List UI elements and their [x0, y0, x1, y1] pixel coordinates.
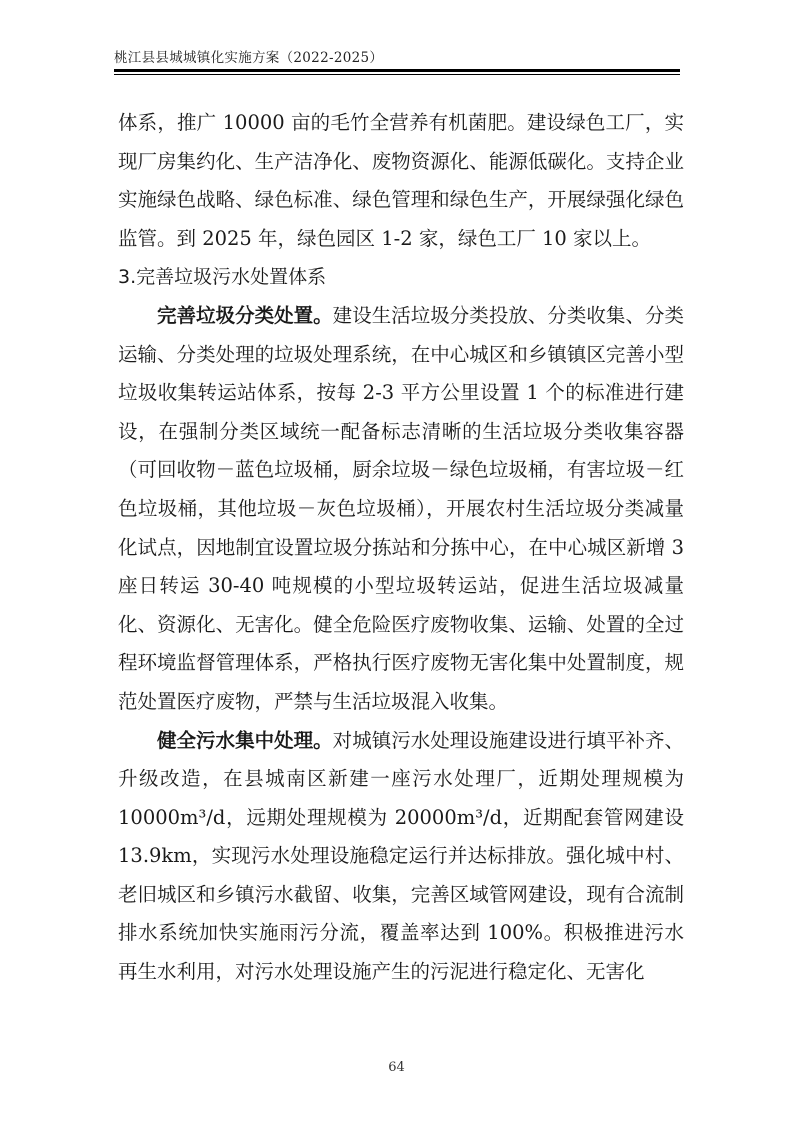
paragraph-lead-garbage: 完善垃圾分类处置。 [157, 303, 333, 327]
paragraph-continuation: 体系，推广 10000 亩的毛竹全营养有机菌肥。建设绿色工厂，实现厂房集约化、生产洁净化、废物资源化、能源低碳化。支持企业实施绿色战略、绿色标准、绿色管理和绿色生产，开展绿强化绿色监管。到 2025 年，绿色园区 1-2 家，绿色工厂 10 家以上。 [118, 111, 684, 250]
paragraph-text-garbage: 建设生活垃圾分类投放、分类收集、分类运输、分类处理的垃圾处理系统，在中心城区和乡镇镇区完善小型垃圾收集转运站体系，按每 2-3 平方公里设置 1 个的标准进行建设，在强制分类区域统一配备标志清晰的生活垃圾分类收集容器（可回收物－蓝色垃圾桶，厨余垃圾－绿色垃圾桶，有害垃圾－红色垃圾桶，其他垃圾－灰色垃圾桶），开展农村生活垃圾分类减量化试点，因地制宜设置垃圾分拣站和分拣中心，在中心城区新增 3 座日转运 30-40 吨规模的小型垃圾转运站，促进生活垃圾减量化、资源化、无害化。健全危险医疗废物收集、运输、处置的全过程环境监督管理体系，严格执行医疗废物无害化集中处置制度，规范处置医疗废物，严禁与生活垃圾混入收集。 [118, 303, 684, 713]
header-rule-thin [114, 74, 680, 75]
header-rule-thick [114, 69, 680, 72]
paragraph-text-sewage: 对城镇污水处理设施建设进行填平补齐、升级改造，在县城南区新建一座污水处理厂，近期处理规模为 10000m³/d，远期处理规模为 20000m³/d，近期配套管网建设 13.9km，实现污水处理设施稳定运行并达标排放。强化城中村、老旧城区和乡镇污水截留、收集，完善区域管网建设，现有合流制排水系统加快实施雨污分流，覆盖率达到 100%。积极推进污水再生水利用，对污水处理设施产生的污泥进行稳定化、无害化 [118, 728, 684, 984]
paragraph-lead-sewage: 健全污水集中处理。 [157, 728, 333, 752]
paragraph-sewage-treatment [118, 722, 684, 992]
page-number: 64 [388, 1060, 405, 1075]
section-heading: 3.完善垃圾污水处置体系 [118, 266, 327, 289]
paragraph-garbage-sorting [118, 297, 684, 722]
running-header: 桃江县县城城镇化实施方案（2022-2025） [114, 50, 384, 66]
document-body [118, 104, 684, 992]
